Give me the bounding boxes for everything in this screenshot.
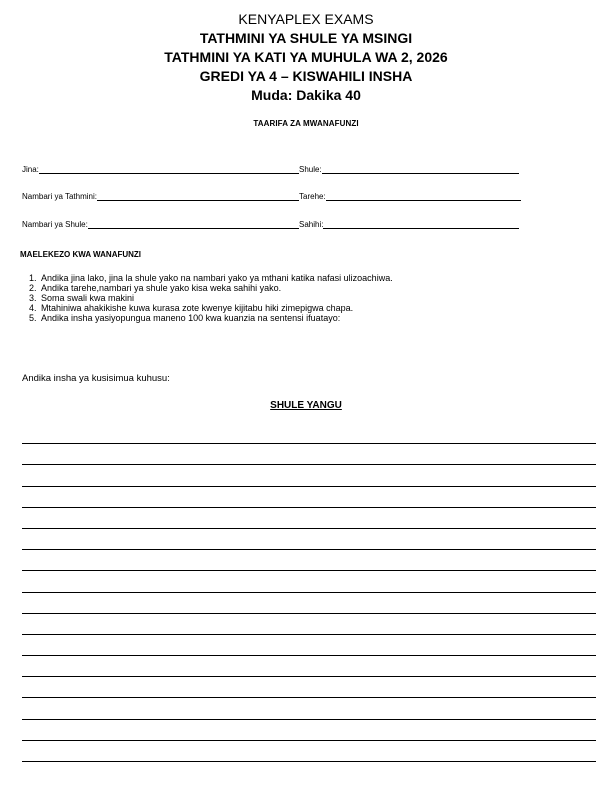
writing-line[interactable] xyxy=(22,508,596,529)
writing-line[interactable] xyxy=(22,698,596,719)
instructions-title: MAELEKEZO KWA WANAFUNZI xyxy=(20,250,142,259)
writing-line[interactable] xyxy=(22,444,596,465)
exam-header xyxy=(0,10,612,105)
writing-line[interactable] xyxy=(22,423,596,444)
school-no-field[interactable] xyxy=(22,220,299,229)
instruction-item: 5. Andika insha yasiyopungua maneno 100 kwa kuanzia na sentensi ifuatayo: xyxy=(39,313,393,323)
exam-subject: GREDI YA 4 – KISWAHILI INSHA xyxy=(199,68,413,84)
writing-line[interactable] xyxy=(22,656,596,677)
school-no-blank[interactable] xyxy=(88,220,299,229)
instruction-item: 1. Andika jina lako, jina la shule yako na nambari yako ya mthani katika nafasi ulizoachiwa. xyxy=(39,273,393,283)
exam-level: TATHMINI YA SHULE YA MSINGI xyxy=(199,30,413,46)
writing-line[interactable] xyxy=(22,741,596,762)
signature-blank[interactable] xyxy=(323,220,519,229)
school-no-label: Nambari ya Shule: xyxy=(22,220,88,229)
date-label: Tarehe: xyxy=(299,192,326,201)
assessment-no-blank[interactable] xyxy=(97,192,299,201)
name-blank[interactable] xyxy=(39,165,299,174)
instruction-item: 4. Mtahiniwa ahakikishe kuwa kurasa zote kwenye kijitabu hiki zimepigwa chapa. xyxy=(39,303,393,313)
school-field[interactable] xyxy=(299,165,519,174)
signature-field[interactable] xyxy=(299,220,519,229)
writing-line[interactable] xyxy=(22,677,596,698)
essay-prompt: Andika insha ya kusisimua kuhusu: xyxy=(22,373,170,384)
instruction-item: 3. Soma swali kwa makini xyxy=(39,293,393,303)
writing-line[interactable] xyxy=(22,550,596,571)
name-field[interactable] xyxy=(22,165,299,174)
writing-line[interactable] xyxy=(22,720,596,741)
writing-line[interactable] xyxy=(22,571,596,592)
student-info-title: TAARIFA ZA MWANAFUNZI xyxy=(253,119,359,128)
writing-line[interactable] xyxy=(22,635,596,656)
name-label: Jina: xyxy=(22,165,39,174)
writing-line[interactable] xyxy=(22,487,596,508)
writing-line[interactable] xyxy=(22,614,596,635)
assessment-no-field[interactable] xyxy=(22,192,299,201)
info-row-name xyxy=(22,165,519,174)
school-blank[interactable] xyxy=(322,165,519,174)
info-row-assessment xyxy=(22,192,521,201)
writing-line[interactable] xyxy=(22,593,596,614)
signature-label: Sahihi: xyxy=(299,220,324,229)
school-label: Shule: xyxy=(299,165,322,174)
exam-organization: KENYAPLEX EXAMS xyxy=(238,11,374,27)
assessment-no-label: Nambari ya Tathmini: xyxy=(22,192,97,201)
instruction-item: 2. Andika tarehe,nambari ya shule yako kisa weka sahihi yako. xyxy=(39,283,393,293)
essay-title: SHULE YANGU xyxy=(270,400,342,411)
date-blank[interactable] xyxy=(326,192,521,201)
instructions-list xyxy=(22,273,393,323)
writing-line[interactable] xyxy=(22,529,596,550)
info-row-school-no xyxy=(22,220,519,229)
writing-line[interactable] xyxy=(22,465,596,486)
exam-term: TATHMINI YA KATI YA MUHULA WA 2, 2026 xyxy=(164,49,448,65)
writing-lines[interactable] xyxy=(22,423,596,762)
date-field[interactable] xyxy=(299,192,521,201)
exam-duration: Muda: Dakika 40 xyxy=(251,87,361,103)
